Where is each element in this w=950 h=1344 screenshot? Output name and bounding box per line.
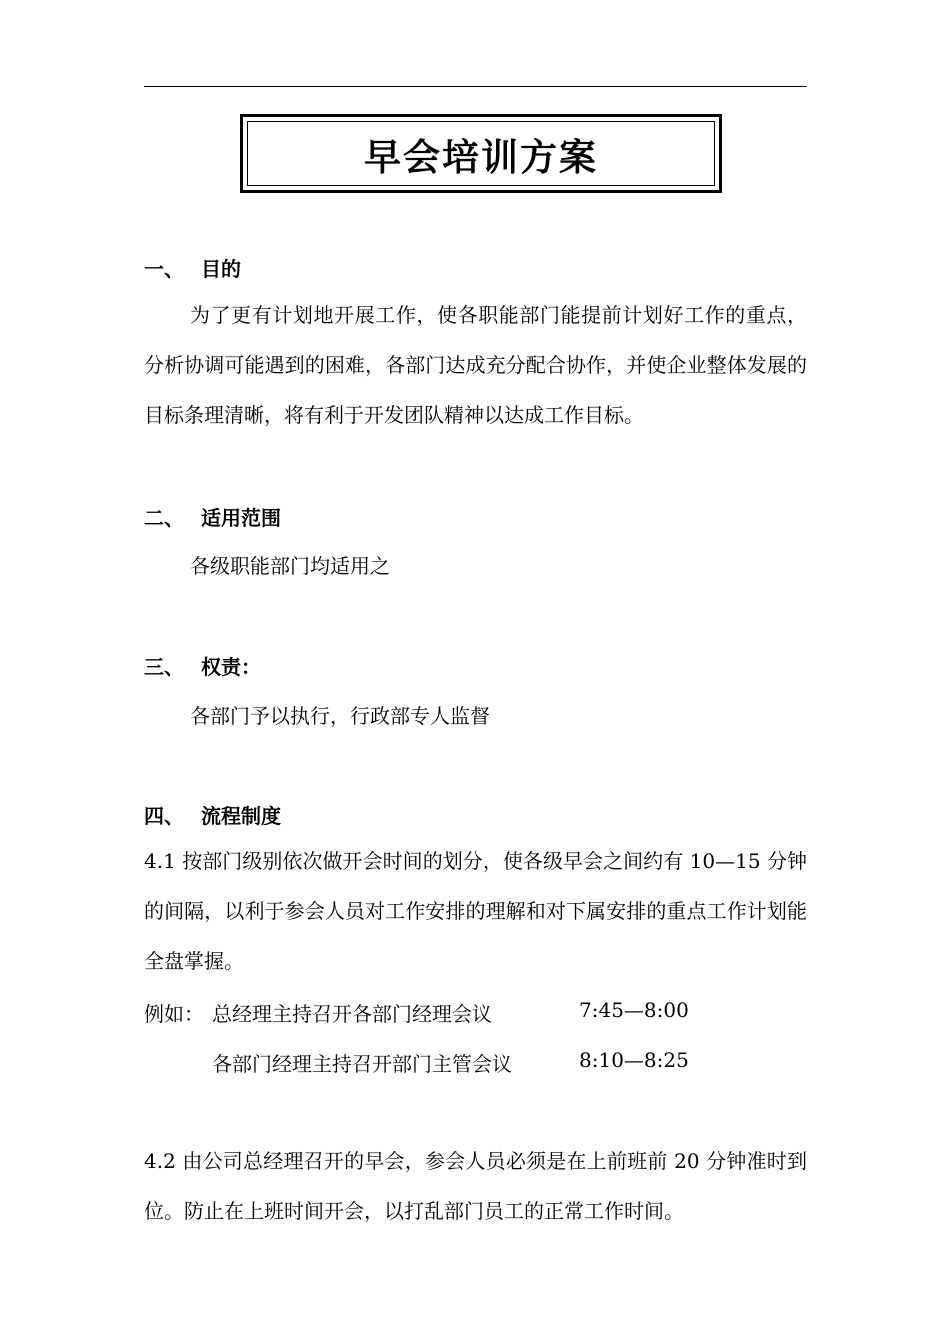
example-time-2: 8:10—8:25 [579,1048,689,1072]
section-title: 目的 [201,257,241,281]
title-box [240,114,722,193]
process-4-2-paragraph: 4.2 由公司总经理召开的早会，参会人员必须是在上前班前 20 分钟准时到位。防止在上班时间开会，以打乱部门员工的正常工作时间。 [144,1149,807,1223]
example-label: 例如： [144,1002,204,1026]
section-number: 三、 [144,655,184,679]
header-rule [144,86,807,87]
section-title: 适用范围 [201,506,281,530]
section-heading-scope [144,502,281,531]
process-4-1-paragraph: 4.1 按部门级别依次做开会时间的划分，使各级早会之间约有 10—15 分钟的间隔，以利于参会人员对工作安排的理解和对下属安排的重点工作计划能全盘掌握。 [144,849,807,973]
section-title: 流程制度 [201,804,281,828]
section-number: 二、 [144,506,184,530]
example-time-1: 7:45—8:00 [579,998,689,1022]
purpose-paragraph: 为了更有计划地开展工作，使各职能部门能提前计划好工作的重点，分析协调可能遇到的困难，各部门达成充分配合协作，并使企业整体发展的目标条理清晰，将有利于开发团队精神以达成工作目标。 [144,303,807,427]
section-title: 权责： [201,655,261,679]
scope-paragraph: 各级职能部门均适用之 [190,554,390,578]
document-title: 早会培训方案 [364,135,598,179]
duty-paragraph: 各部门予以执行，行政部专人监督 [190,704,490,728]
section-number: 四、 [144,804,184,828]
section-heading-duty [144,651,261,680]
example-meeting-1: 总经理主持召开各部门经理会议 [212,1002,492,1026]
section-heading-process [144,800,281,829]
example-meeting-2: 各部门经理主持召开部门主管会议 [212,1052,512,1076]
section-heading-purpose [144,253,241,282]
section-number: 一、 [144,257,184,281]
